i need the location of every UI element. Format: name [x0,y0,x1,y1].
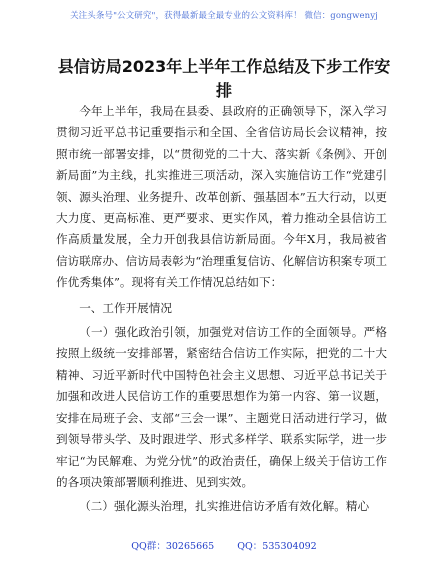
section-heading: 一、工作开展情况 [79,300,172,315]
document-body [56,101,387,518]
footer-contact [0,541,448,553]
header-banner: 关注头条号"公文研究"，获得最新最全最专业的公文资料库！ 微信：gongwenyj [70,11,378,21]
title-line-2: 排 [215,81,232,100]
footer-qq: QQ：535304092 [237,541,317,552]
title-line-1: 县信访局2023年上半年工作总结及下步工作安 [57,57,391,76]
paragraph-political-leadership: （一）强化政治引领，加强党对信访工作的全面领导。严格按照上级统一安排部署，紧密结合信访工作实际，把党的二十大精神、习近平新时代中国特色社会主义思想、习近平总书记关于加强和改进人民信访工作的重要思想作为第一内容、第一议题，安排在局班子会、支部“三会一课”、主题党日活动进行学习，做到领导带头学、及时跟进学、形式多样学、联系实际学，进一步牢记“为民解难、为党分忧”的政治责任，确保上级关于信访工作的各项决策部署顺利推进、见到实效。 [56,325,387,489]
document-title [0,55,448,103]
footer-qq-group: QQ群：30265665 [131,541,215,552]
paragraph-intro: 今年上半年，我局在县委、县政府的正确领导下，深入学习贯彻习近平总书记重要指示和全国、全省信访局长会议精神，按照市统一部署安排，以“贯彻党的二十大、落实新《条例》、开创新局面”为主线，扎实推进三项活动，深入实施信访工作“党建引领、源头治理、业务提升、改革创新、强基固本”五大行动，以更大力度、更高标准、更严要求、更实作风，着力推动全县信访工作高质量发展，全力开创我县信访新局面。今年X月，我局被省信访联席办、信访局表彰为“治理重复信访、化解信访积案专项工作优秀集体”。现将有关工作情况总结如下： [56,104,387,290]
paragraph-source-governance: （二）强化源头治理，扎实推进信访矛盾有效化解。精心 [79,499,370,514]
